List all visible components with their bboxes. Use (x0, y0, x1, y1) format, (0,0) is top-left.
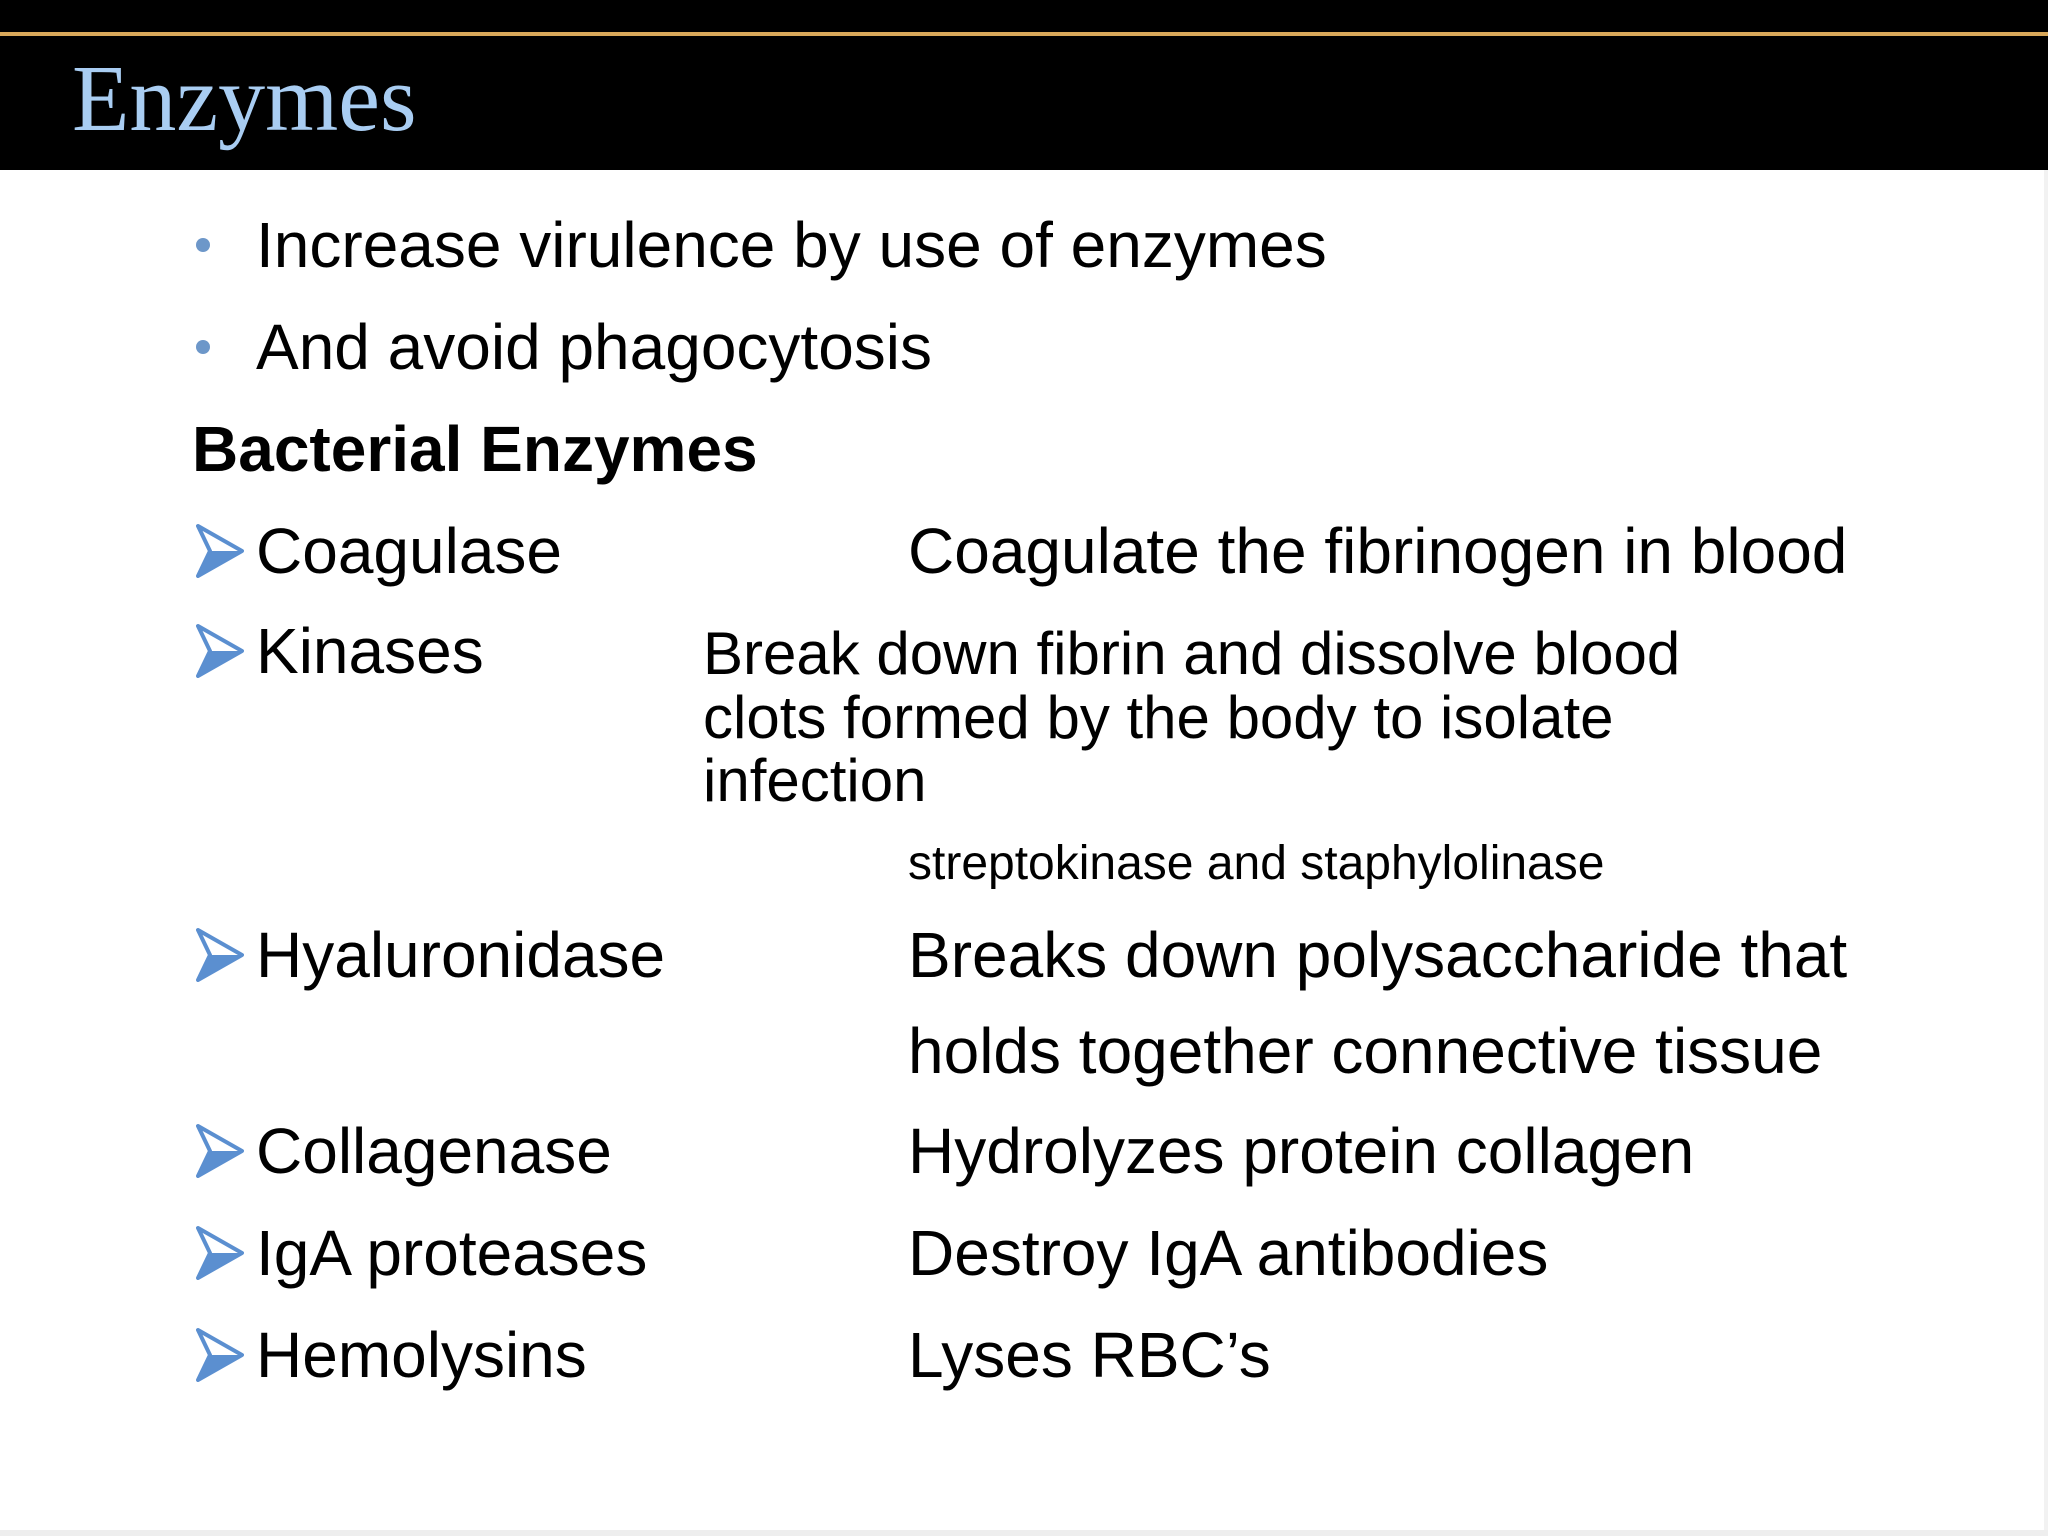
enzyme-description-kinases-line-2: clots formed by the body to isolate (703, 684, 1614, 751)
arrow-bullet-icon (196, 1328, 244, 1382)
enzyme-description-collagenase: Hydrolyzes protein collagen (908, 1115, 1695, 1187)
enzyme-name-coagulase: Coagulase (256, 515, 562, 587)
bullet-text-2: And avoid phagocytosis (256, 311, 932, 383)
enzyme-description-kinases-line-1: Break down fibrin and dissolve blood (703, 620, 1681, 687)
enzyme-description-coagulase: Coagulate the fibrinogen in blood (908, 515, 1848, 587)
title-bar-accent-rule (0, 32, 2048, 36)
arrow-bullet-icon (196, 524, 244, 578)
enzyme-description-hyaluronidase-line-1: Breaks down polysaccharide that (908, 919, 1848, 991)
bullet-text-1: Increase virulence by use of enzymes (256, 209, 1327, 281)
enzyme-name-kinases: Kinases (256, 615, 484, 687)
slide-edge-shadow (2044, 170, 2048, 1536)
enzyme-name-collagenase: Collagenase (256, 1115, 612, 1187)
enzyme-description-hyaluronidase-line-2: holds together connective tissue (908, 1015, 1823, 1087)
enzyme-example-kinases: streptokinase and staphylolinase (908, 837, 1605, 890)
bullet-dot-icon (196, 340, 210, 354)
title-bar (0, 0, 2048, 170)
enzyme-name-hyaluronidase: Hyaluronidase (256, 919, 666, 991)
slide-bottom-border (0, 1530, 2048, 1536)
slide-title: Enzymes (72, 47, 417, 151)
enzyme-description-iga-proteases: Destroy IgA antibodies (908, 1217, 1549, 1289)
arrow-bullet-icon (196, 1226, 244, 1280)
bullet-dot-icon (196, 238, 210, 252)
arrow-bullet-icon (196, 1124, 244, 1178)
arrow-bullet-icon (196, 624, 244, 678)
section-heading: Bacterial Enzymes (192, 413, 758, 485)
enzyme-name-iga-proteases: IgA proteases (256, 1217, 648, 1289)
enzyme-description-kinases-line-3: infection (703, 747, 927, 814)
arrow-bullet-icon (196, 928, 244, 982)
enzyme-name-hemolysins: Hemolysins (256, 1319, 587, 1391)
enzyme-description-hemolysins: Lyses RBC’s (908, 1319, 1271, 1391)
